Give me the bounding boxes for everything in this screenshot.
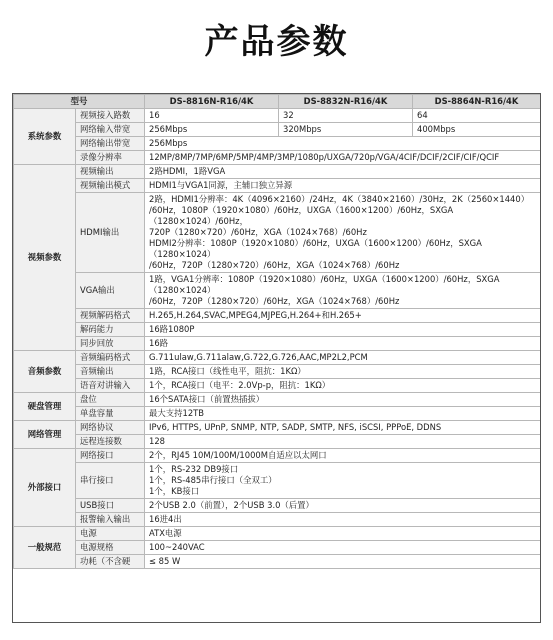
row-value: 2个USB 2.0（前置），2个USB 3.0（后置） bbox=[145, 499, 541, 513]
row-value: 320Mbps bbox=[279, 123, 413, 137]
row-label: HDMI输出 bbox=[76, 193, 145, 273]
header-ds-8816n: DS-8816N-R16/4K bbox=[145, 95, 279, 109]
row-value: 400Mbps bbox=[413, 123, 541, 137]
table-row bbox=[14, 541, 541, 555]
table-row bbox=[14, 165, 541, 179]
value-line: HDMI2分辨率：1080P（1920×1080）/60Hz，UXGA（1600×1200）/60Hz，SXGA（1280×1024） bbox=[149, 238, 482, 259]
value-line: /60Hz，720P（1280×720）/60Hz，XGA（1024×768）/60Hz bbox=[149, 296, 400, 306]
row-value: 256Mbps bbox=[145, 137, 541, 151]
row-label: VGA输出 bbox=[76, 273, 145, 309]
table-row bbox=[14, 421, 541, 435]
section-category: 音频参数 bbox=[14, 351, 76, 393]
table-row bbox=[14, 151, 541, 165]
table-row bbox=[14, 435, 541, 449]
table-row bbox=[14, 499, 541, 513]
table-row bbox=[14, 137, 541, 151]
section-category: 视频参数 bbox=[14, 165, 76, 351]
row-value: IPv6, HTTPS, UPnP, SNMP, NTP, SADP, SMTP, NFS, iSCSI, PPPoE, DDNS bbox=[145, 421, 541, 435]
table-row bbox=[14, 365, 541, 379]
row-value: HDMI1与VGA1同源，主辅口独立异源 bbox=[145, 179, 541, 193]
table-row bbox=[14, 407, 541, 421]
value-line: /60Hz，1080P（1920×1080）/60Hz，UXGA（1600×1200）/60Hz，SXGA（1280×1024）/60Hz， bbox=[149, 205, 454, 226]
row-value: 16 bbox=[145, 109, 279, 123]
row-value bbox=[145, 273, 541, 309]
row-label: 视频输出 bbox=[76, 165, 145, 179]
row-value: 最大支持12TB bbox=[145, 407, 541, 421]
row-value: 32 bbox=[279, 109, 413, 123]
spec-table-frame bbox=[12, 93, 541, 623]
row-value: 128 bbox=[145, 435, 541, 449]
row-value: ≤ 85 W bbox=[145, 555, 541, 569]
row-label: 视频接入路数 bbox=[76, 109, 145, 123]
page-title: 产品参数 bbox=[204, 22, 349, 62]
row-value: G.711ulaw,G.711alaw,G.722,G.726,AAC,MP2L2,PCM bbox=[145, 351, 541, 365]
row-value: 1路，RCA接口（线性电平，阻抗：1KΩ） bbox=[145, 365, 541, 379]
row-value bbox=[145, 463, 541, 499]
table-row bbox=[14, 351, 541, 365]
header-ds-8832n: DS-8832N-R16/4K bbox=[279, 95, 413, 109]
row-label: 音频编码格式 bbox=[76, 351, 145, 365]
row-value: 2个，RJ45 10M/100M/1000M自适应以太网口 bbox=[145, 449, 541, 463]
row-label: 网络输入带宽 bbox=[76, 123, 145, 137]
header-model: 型号 bbox=[14, 95, 145, 109]
row-value: 12MP/8MP/7MP/6MP/5MP/4MP/3MP/1080p/UXGA/720p/VGA/4CIF/DCIF/2CIF/CIF/QCIF bbox=[145, 151, 541, 165]
value-line: 1路，VGA1分辨率：1080P（1920×1080）/60Hz，UXGA（1600×1200）/60Hz，SXGA（1280×1024） bbox=[149, 274, 500, 295]
section-category: 外部接口 bbox=[14, 449, 76, 527]
value-line: 720P（1280×720）/60Hz，XGA（1024×768）/60Hz bbox=[149, 227, 367, 237]
table-row bbox=[14, 393, 541, 407]
table-row bbox=[14, 527, 541, 541]
row-value: 16进4出 bbox=[145, 513, 541, 527]
section-category: 网络管理 bbox=[14, 421, 76, 449]
row-label: 单盘容量 bbox=[76, 407, 145, 421]
section-category: 硬盘管理 bbox=[14, 393, 76, 421]
row-label: 报警输入输出 bbox=[76, 513, 145, 527]
row-value: 256Mbps bbox=[145, 123, 279, 137]
table-row bbox=[14, 555, 541, 569]
table-row bbox=[14, 337, 541, 351]
row-label: 视频输出模式 bbox=[76, 179, 145, 193]
row-label: 网络接口 bbox=[76, 449, 145, 463]
row-label: 盘位 bbox=[76, 393, 145, 407]
row-value: 1个，RCA接口（电平：2.0Vp-p，阻抗：1KΩ） bbox=[145, 379, 541, 393]
row-value: 100~240VAC bbox=[145, 541, 541, 555]
section-category: 一般规范 bbox=[14, 527, 76, 569]
row-value: 16个SATA接口（前置热插拔） bbox=[145, 393, 541, 407]
row-label: 视频解码格式 bbox=[76, 309, 145, 323]
table-row bbox=[14, 513, 541, 527]
row-label: 电源 bbox=[76, 527, 145, 541]
row-label: 录像分辨率 bbox=[76, 151, 145, 165]
spec-table bbox=[13, 94, 541, 569]
table-row bbox=[14, 179, 541, 193]
row-value: H.265,H.264,SVAC,MPEG4,MJPEG,H.264+和H.265+ bbox=[145, 309, 541, 323]
table-row bbox=[14, 109, 541, 123]
row-label: 同步回放 bbox=[76, 337, 145, 351]
row-value bbox=[145, 193, 541, 273]
row-value: 64 bbox=[413, 109, 541, 123]
value-line: 1个，RS-232 DB9接口 bbox=[149, 464, 239, 474]
table-header-row bbox=[14, 95, 541, 109]
table-row bbox=[14, 309, 541, 323]
row-value: 16路 bbox=[145, 337, 541, 351]
table-row bbox=[14, 463, 541, 499]
table-row bbox=[14, 449, 541, 463]
row-value: 2路HDMI，1路VGA bbox=[145, 165, 541, 179]
table-row bbox=[14, 323, 541, 337]
value-line: 1个，RS-485串行接口（全双工） bbox=[149, 475, 277, 485]
table-row bbox=[14, 273, 541, 309]
row-label: 远程连接数 bbox=[76, 435, 145, 449]
table-row bbox=[14, 123, 541, 137]
row-label: 音频输出 bbox=[76, 365, 145, 379]
value-line: 2路，HDMI1分辨率：4K（4096×2160）/24Hz，4K（3840×2160）/30Hz，2K（2560×1440） bbox=[149, 194, 530, 204]
row-value: 16路1080P bbox=[145, 323, 541, 337]
table-row bbox=[14, 379, 541, 393]
table-row bbox=[14, 193, 541, 273]
section-category: 系统参数 bbox=[14, 109, 76, 165]
header-ds-8864n: DS-8864N-R16/4K bbox=[413, 95, 541, 109]
value-line: /60Hz，720P（1280×720）/60Hz，XGA（1024×768）/60Hz bbox=[149, 260, 400, 270]
row-label: 网络输出带宽 bbox=[76, 137, 145, 151]
row-label: USB接口 bbox=[76, 499, 145, 513]
row-label: 串行接口 bbox=[76, 463, 145, 499]
row-label: 解码能力 bbox=[76, 323, 145, 337]
row-value: ATX电源 bbox=[145, 527, 541, 541]
row-label: 网络协议 bbox=[76, 421, 145, 435]
row-label: 电源规格 bbox=[76, 541, 145, 555]
row-label: 语音对讲输入 bbox=[76, 379, 145, 393]
row-label: 功耗（不含硬 bbox=[76, 555, 145, 569]
value-line: 1个，KB接口 bbox=[149, 486, 200, 496]
